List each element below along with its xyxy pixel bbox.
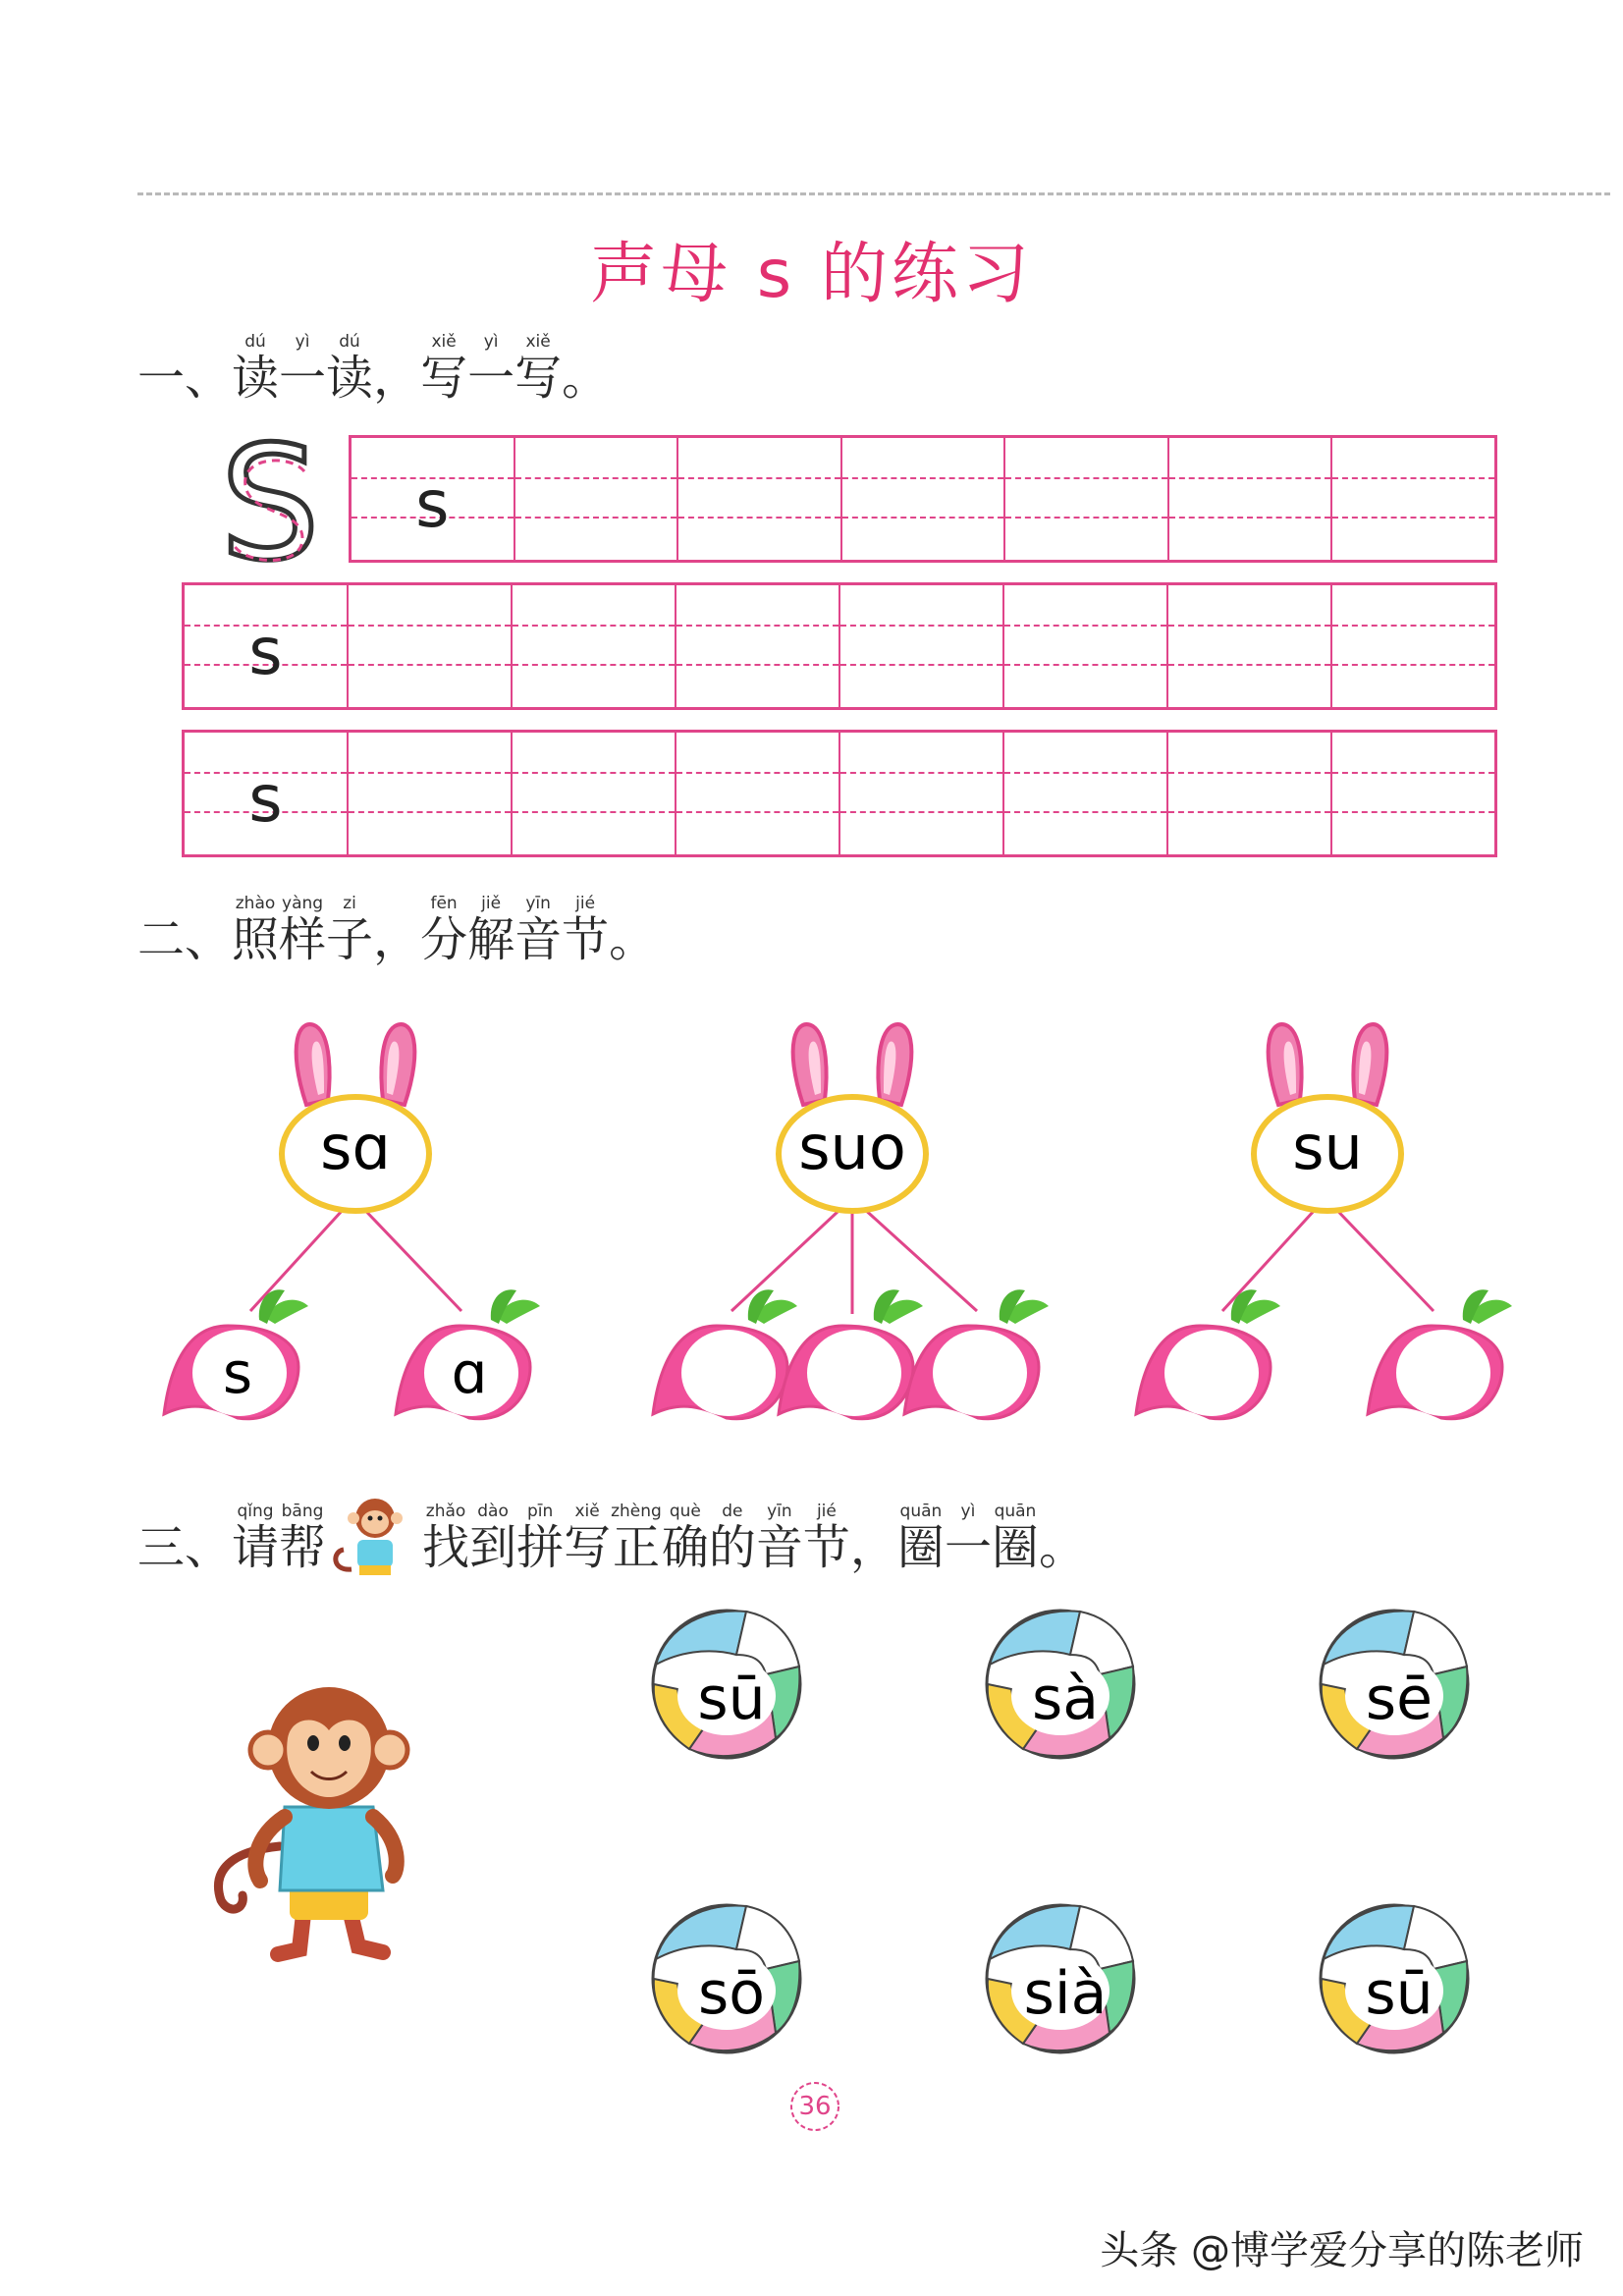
radish-icon: [1136, 1289, 1280, 1419]
ruby-char: 找zhǎo: [422, 1502, 470, 1575]
practice-cell[interactable]: [1004, 585, 1168, 707]
small-monkey-icon: [332, 1491, 416, 1585]
pinyin-annotation: dú: [232, 332, 280, 352]
ruby-char: 圈quān: [896, 1502, 945, 1575]
pinyin-annotation: zhào: [232, 894, 280, 913]
pinyin-annotation: xiě: [514, 332, 563, 352]
ruby-char: 读dú: [232, 332, 280, 406]
ruby-char: 请qǐng: [232, 1502, 280, 1575]
page-number: 36: [798, 2092, 832, 2121]
practice-cell[interactable]: [1168, 585, 1332, 707]
ruby-char: 的de: [708, 1502, 756, 1575]
section-three-ruby-a: [232, 1502, 327, 1575]
ruby-char: 解jiě: [467, 894, 515, 967]
ruby-char: 拼pīn: [516, 1502, 565, 1575]
practice-cell[interactable]: [676, 733, 840, 854]
syllable-word: sɑ: [320, 1112, 391, 1183]
punctuation: ，: [373, 912, 421, 967]
section-one-ruby: [232, 332, 610, 406]
pinyin-annotation: yì: [944, 1502, 992, 1521]
section-three-ruby-b: [422, 1502, 1086, 1575]
punctuation: 。: [1038, 1520, 1086, 1575]
sample-letter: s: [248, 761, 283, 837]
section-two-ruby: [232, 894, 657, 967]
ruby-char: 写xiě: [564, 1502, 612, 1575]
practice-cell[interactable]: [1332, 733, 1494, 854]
section-two-number: 二、: [137, 912, 233, 967]
pinyin-annotation: zhèng: [611, 1502, 662, 1521]
practice-row-3: [182, 730, 1497, 857]
syllable-word: su: [1292, 1112, 1363, 1183]
pinyin-annotation: yì: [467, 332, 515, 352]
practice-cell[interactable]: [513, 585, 676, 707]
practice-cell[interactable]: [349, 585, 513, 707]
ruby-char: 帮bāng: [279, 1502, 327, 1575]
punctuation: 。: [609, 912, 657, 967]
punctuation: ，: [849, 1520, 897, 1575]
pinyin-annotation: quān: [896, 1502, 945, 1521]
top-dashed-rule: [137, 192, 1610, 195]
sample-letter: s: [415, 466, 450, 542]
practice-cell[interactable]: [1169, 438, 1333, 560]
ruby-char: 音yīn: [514, 894, 563, 967]
punctuation: 。: [562, 351, 610, 406]
practice-cell[interactable]: [352, 438, 515, 560]
pinyin-annotation: yīn: [755, 1502, 803, 1521]
radish-icon: [653, 1289, 797, 1419]
pinyin-annotation: jié: [562, 894, 610, 913]
practice-cell[interactable]: [676, 585, 840, 707]
practice-cell[interactable]: [185, 585, 349, 707]
syllable-word: suo: [798, 1112, 906, 1183]
radish-part[interactable]: ɑ: [451, 1339, 488, 1406]
pinyin-annotation: zhǎo: [422, 1502, 470, 1521]
section-three-number: 三、: [137, 1520, 233, 1575]
ball-choice[interactable]: sū: [697, 1665, 766, 1733]
practice-cell[interactable]: [840, 733, 1004, 854]
practice-cell[interactable]: [1005, 438, 1169, 560]
ruby-char: 写xiě: [420, 332, 468, 406]
pinyin-annotation: jié: [802, 1502, 850, 1521]
ruby-char: 写xiě: [514, 332, 563, 406]
page-title: 声母 s 的练习: [590, 236, 1033, 313]
svg-text:S: S: [220, 432, 320, 579]
ruby-char: 一yì: [279, 332, 327, 406]
practice-cell[interactable]: [1332, 438, 1494, 560]
ruby-char: 分fēn: [420, 894, 468, 967]
pinyin-annotation: zi: [326, 894, 374, 913]
ruby-char: 一yì: [944, 1502, 992, 1575]
practice-row-2: [182, 582, 1497, 710]
section-one-heading: [137, 334, 609, 408]
pinyin-annotation: dào: [469, 1502, 517, 1521]
pinyin-annotation: dú: [326, 332, 374, 352]
pinyin-annotation: yì: [279, 332, 327, 352]
ruby-char: 音yīn: [755, 1502, 803, 1575]
ruby-char: 一yì: [467, 332, 515, 406]
pinyin-annotation: xiě: [564, 1502, 612, 1521]
monkey-illustration: [201, 1669, 466, 1964]
ruby-char: 节jié: [562, 894, 610, 967]
practice-cell[interactable]: [185, 733, 349, 854]
sample-letter: s: [248, 614, 283, 689]
syllable-decomposition: [0, 1002, 1623, 1444]
footer-watermark: 头条 @博学爱分享的陈老师: [1100, 2228, 1584, 2273]
practice-cell[interactable]: [515, 438, 679, 560]
pinyin-annotation: jiě: [467, 894, 515, 913]
pinyin-annotation: yàng: [279, 894, 327, 913]
pinyin-annotation: quān: [991, 1502, 1039, 1521]
ball-choice[interactable]: sà: [1031, 1665, 1100, 1733]
ball-choice[interactable]: sō: [698, 1959, 765, 2028]
ruby-char: 照zhào: [232, 894, 280, 967]
section-one-number: 一、: [137, 351, 233, 406]
ball-choices: [589, 1591, 1551, 2102]
pinyin-annotation: qǐng: [232, 1502, 280, 1521]
pinyin-annotation: què: [661, 1502, 709, 1521]
ball-choice[interactable]: sē: [1365, 1665, 1434, 1733]
section-two-heading: [137, 896, 656, 969]
pinyin-annotation: yīn: [514, 894, 563, 913]
ruby-char: 确què: [661, 1502, 709, 1575]
ruby-char: 子zi: [326, 894, 374, 967]
pinyin-annotation: de: [708, 1502, 756, 1521]
practice-cell[interactable]: [840, 585, 1004, 707]
radish-part[interactable]: s: [222, 1339, 253, 1406]
outlined-letter-s-icon: [206, 432, 334, 579]
punctuation: ，: [373, 351, 421, 406]
practice-cell[interactable]: [1332, 585, 1494, 707]
ruby-char: 到dào: [469, 1502, 517, 1575]
practice-cell[interactable]: [678, 438, 842, 560]
radish-icon: [1368, 1289, 1512, 1419]
practice-row-1: [349, 435, 1497, 563]
practice-cell[interactable]: [842, 438, 1006, 560]
pinyin-annotation: bāng: [279, 1502, 327, 1521]
practice-cell[interactable]: [1168, 733, 1332, 854]
ball-choice[interactable]: sià: [1023, 1959, 1108, 2028]
practice-cell[interactable]: [513, 733, 676, 854]
ruby-char: 正zhèng: [611, 1502, 662, 1575]
practice-cell[interactable]: [349, 733, 513, 854]
section-three-heading: [137, 1491, 1086, 1585]
ruby-char: 读dú: [326, 332, 374, 406]
practice-cell[interactable]: [1004, 733, 1168, 854]
ruby-char: 节jié: [802, 1502, 850, 1575]
pinyin-annotation: xiě: [420, 332, 468, 352]
pinyin-annotation: pīn: [516, 1502, 565, 1521]
ruby-char: 圈quān: [991, 1502, 1039, 1575]
pinyin-annotation: fēn: [420, 894, 468, 913]
ruby-char: 样yàng: [279, 894, 327, 967]
ball-choice[interactable]: sū: [1365, 1959, 1434, 2028]
